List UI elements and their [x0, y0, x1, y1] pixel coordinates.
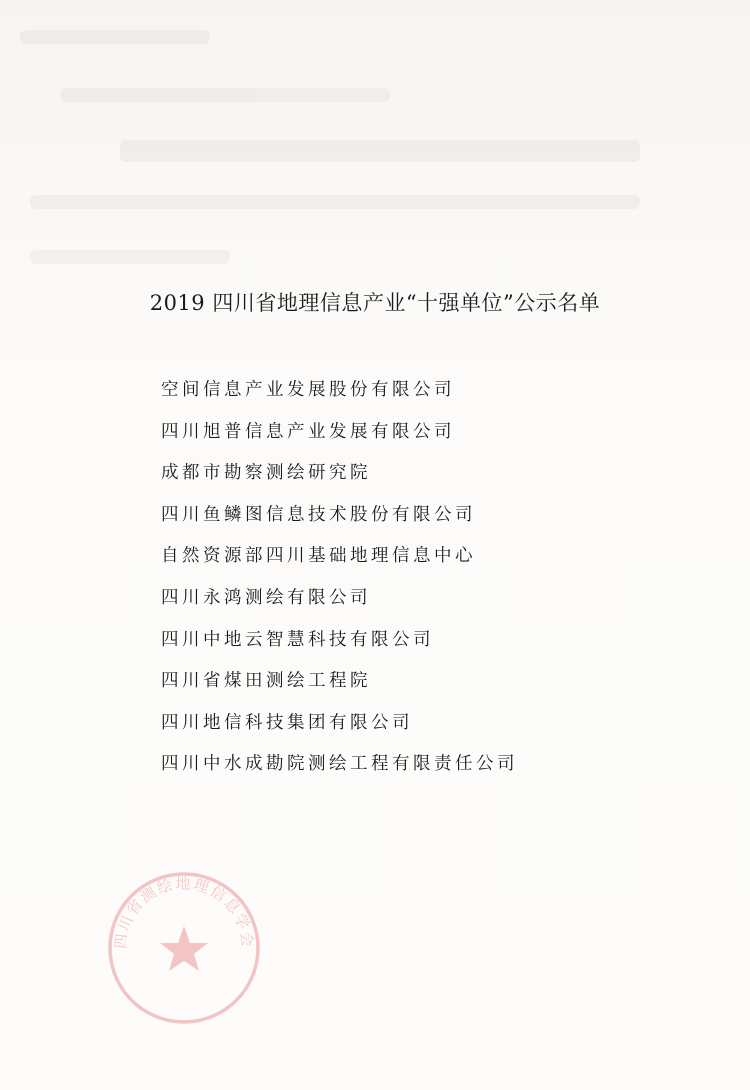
unit-list [161, 380, 518, 796]
star-icon [160, 926, 208, 971]
document-title: 2019 四川省地理信息产业“十强单位”公示名单 [149, 291, 601, 315]
list-item: 空间信息产业发展股份有限公司 [161, 380, 455, 400]
list-item: 四川中地云智慧科技有限公司 [161, 629, 434, 650]
list-item: 四川中水成勘院测绘工程有限责任公司 [161, 754, 518, 775]
list-item: 四川地信科技集团有限公司 [161, 712, 413, 733]
official-seal-stamp [104, 868, 264, 1028]
list-item: 四川鱼鳞图信息技术股份有限公司 [161, 504, 476, 525]
list-item: 自然资源部四川基础地理信息中心 [161, 546, 476, 567]
show-through-text [0, 0, 750, 330]
list-item: 四川永鸿测绘有限公司 [161, 587, 371, 608]
seal-text: 四川省测绘地理信息学会 [111, 874, 257, 950]
list-item: 四川省煤田测绘工程院 [161, 671, 371, 692]
list-item: 成都市勘察测绘研究院 [161, 463, 371, 484]
list-item: 四川旭普信息产业发展有限公司 [161, 421, 455, 442]
